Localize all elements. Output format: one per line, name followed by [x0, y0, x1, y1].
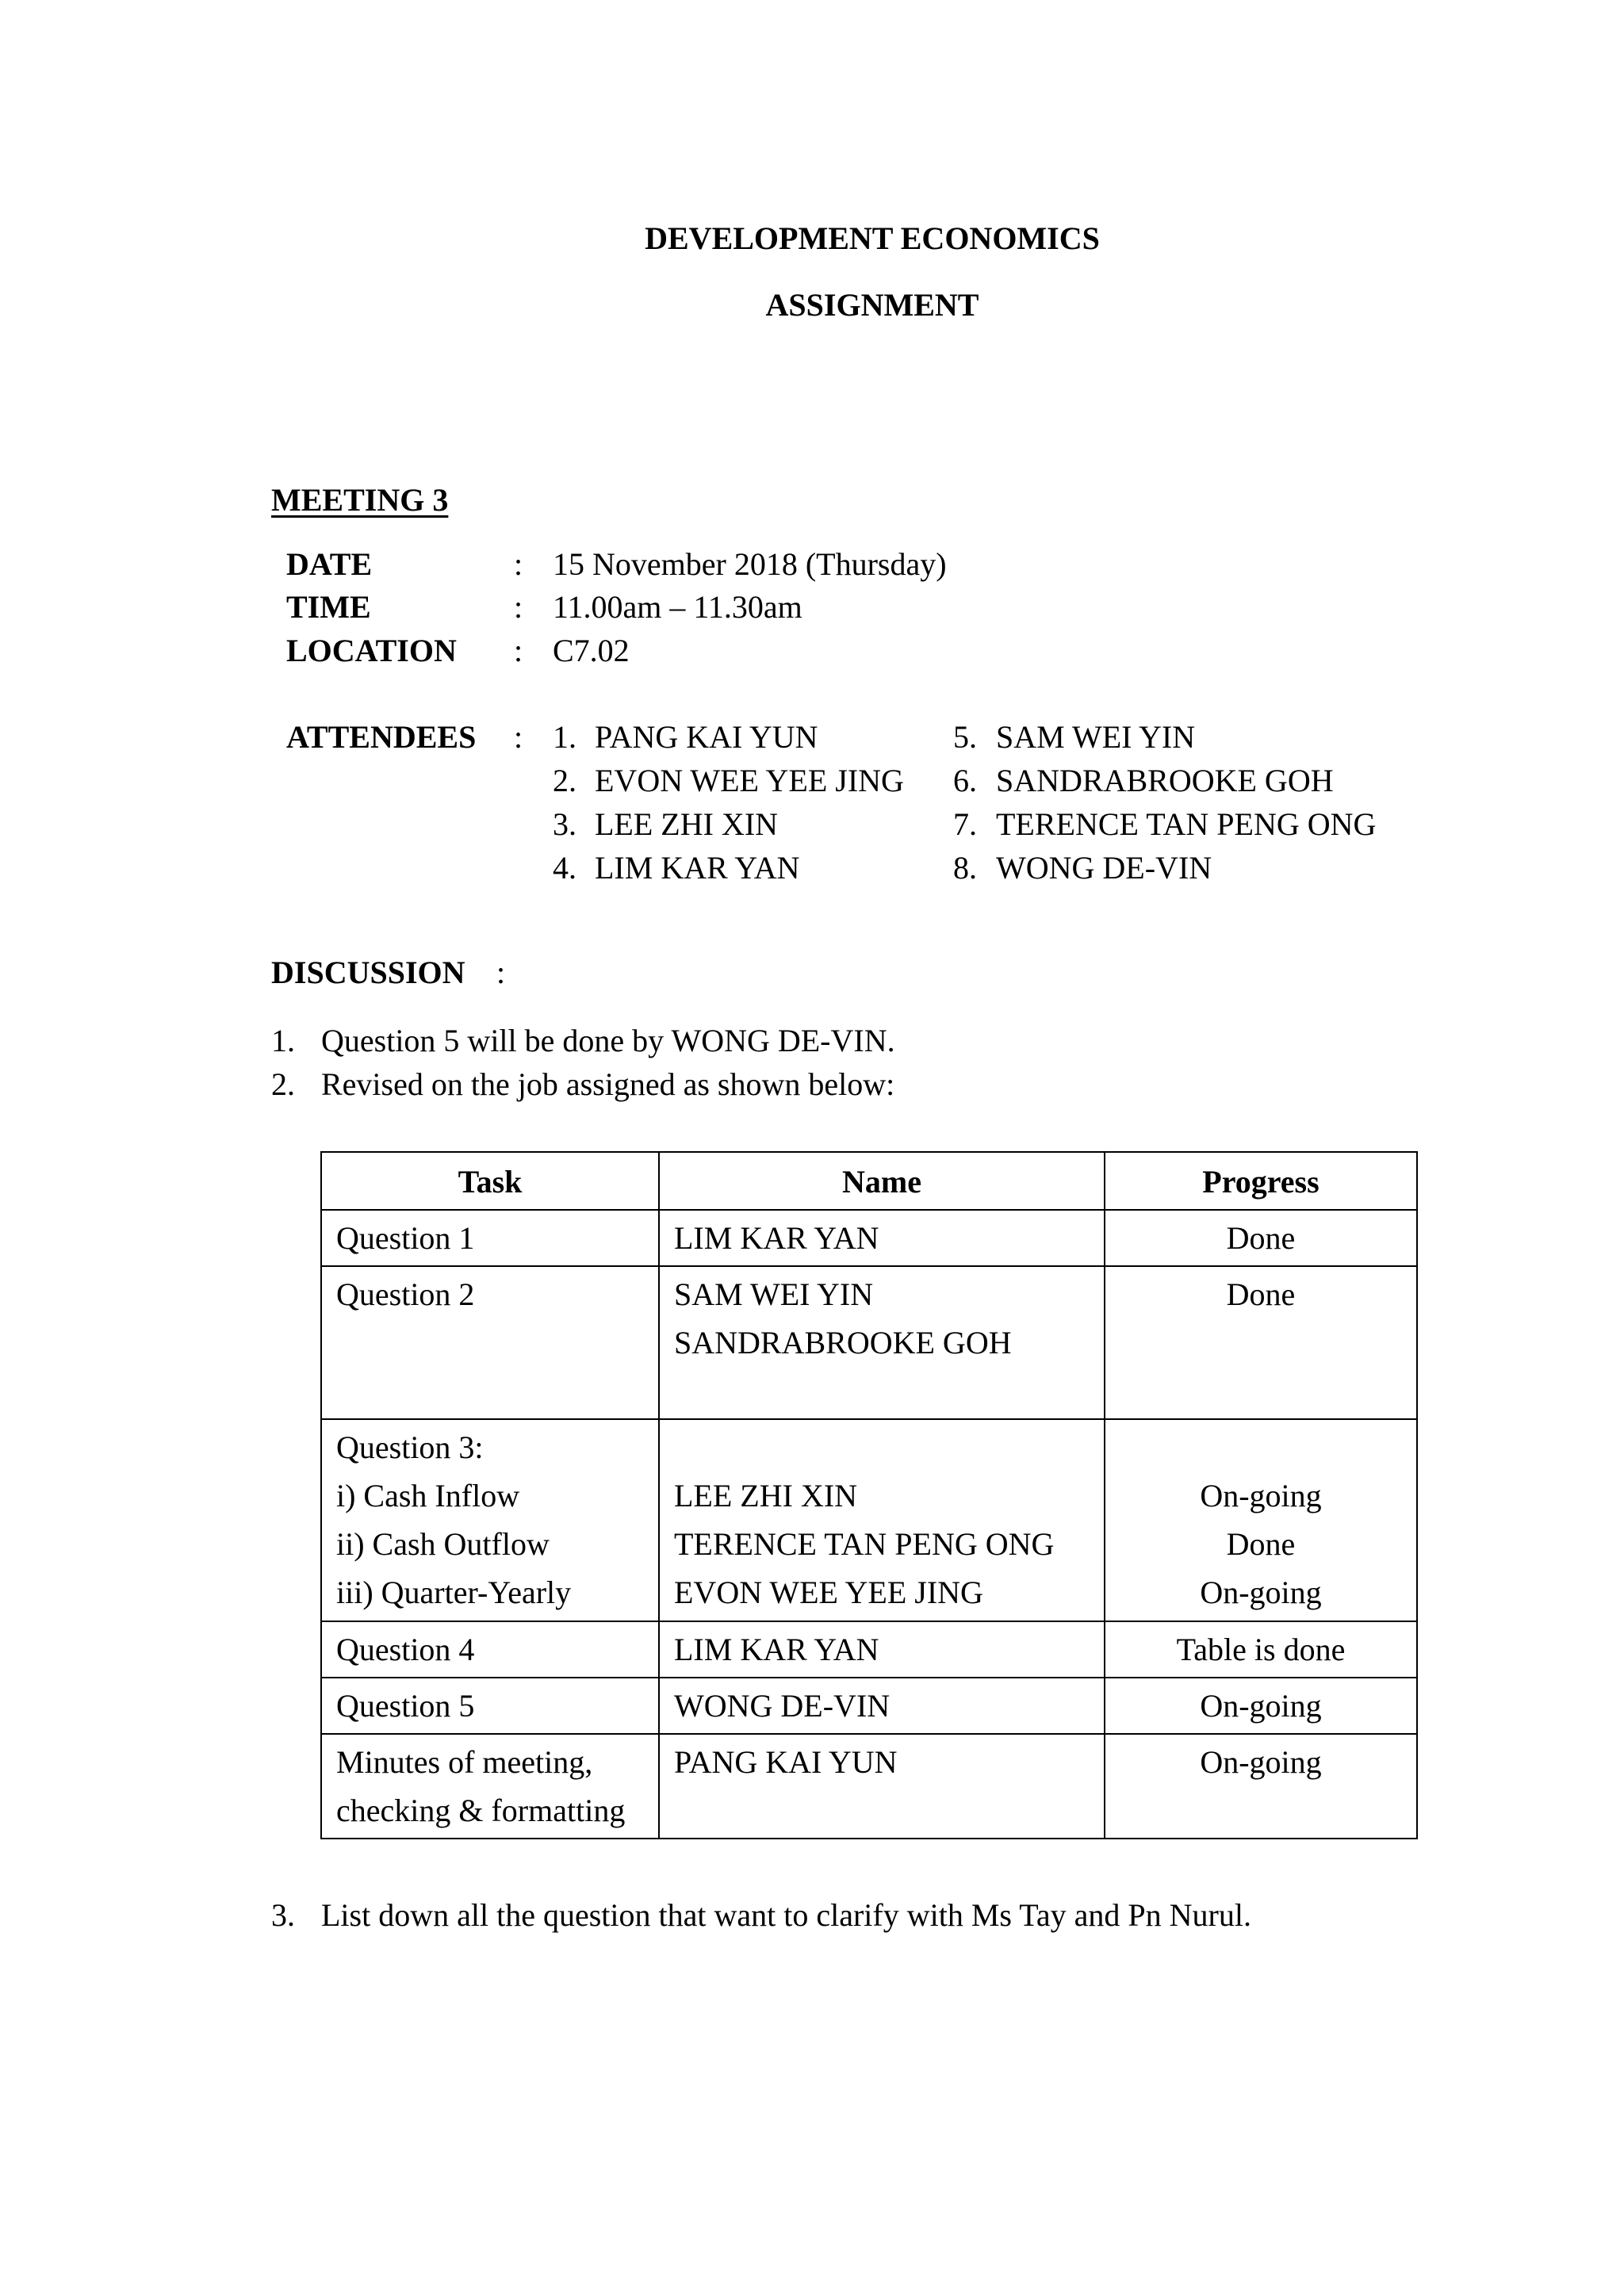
task-text: ii) Cash Outflow [336, 1526, 550, 1562]
attendee-name: SAM WEI YIN [996, 719, 1196, 755]
document-subtitle: ASSIGNMENT [765, 287, 979, 323]
attendee-name: LEE ZHI XIN [595, 806, 779, 842]
progress-cell [1105, 1678, 1417, 1734]
location-colon: : [514, 633, 523, 668]
time-label: TIME [286, 589, 371, 625]
progress-cell [1105, 1734, 1417, 1839]
date-label: DATE [286, 546, 373, 582]
discussion-item-number: 2. [271, 1066, 295, 1102]
task-text: Minutes of meeting, [336, 1744, 593, 1780]
name-cell [659, 1734, 1105, 1839]
task-cell [321, 1419, 659, 1621]
attendee-name: PANG KAI YUN [595, 719, 818, 755]
discussion-item-number: 1. [271, 1023, 295, 1058]
name-cell [659, 1266, 1105, 1419]
task-text: Question 4 [336, 1632, 475, 1667]
task-text: Question 3: [336, 1429, 484, 1465]
attendee-number: 6. [953, 763, 977, 798]
progress-cell [1105, 1266, 1417, 1419]
attendee-name: LIM KAR YAN [595, 850, 800, 886]
table-row [321, 1419, 1417, 1621]
table-row [321, 1734, 1417, 1839]
progress-cell [1105, 1210, 1417, 1266]
name-text: PANG KAI YUN [674, 1744, 898, 1780]
attendees-label: ATTENDEES [286, 719, 477, 755]
blank-line [1120, 1423, 1402, 1471]
discussion-item-number: 3. [271, 1897, 295, 1933]
column-header-name: Name [659, 1152, 1105, 1210]
attendee-name: SANDRABROOKE GOH [996, 763, 1334, 798]
table-header-row [321, 1152, 1417, 1210]
attendee-name: TERENCE TAN PENG ONG [996, 806, 1377, 842]
meeting-heading: MEETING 3 [271, 482, 449, 518]
task-cell [321, 1678, 659, 1734]
progress-cell [1105, 1621, 1417, 1678]
table-row [321, 1678, 1417, 1734]
task-text: checking & formatting [336, 1793, 626, 1828]
discussion-colon: : [496, 955, 506, 990]
task-text: i) Cash Inflow [336, 1478, 520, 1513]
name-cell [659, 1621, 1105, 1678]
progress-text: On-going [1200, 1744, 1322, 1780]
name-text: TERENCE TAN PENG ONG [674, 1526, 1055, 1562]
name-cell [659, 1210, 1105, 1266]
column-header-progress: Progress [1105, 1152, 1417, 1210]
discussion-heading: DISCUSSION [271, 955, 465, 990]
attendee-number: 3. [553, 806, 576, 842]
time-value: 11.00am – 11.30am [553, 589, 802, 625]
name-cell [659, 1678, 1105, 1734]
attendee-number: 2. [553, 763, 576, 798]
progress-text: On-going [1200, 1688, 1322, 1724]
progress-text: Done [1226, 1220, 1296, 1256]
time-colon: : [514, 589, 523, 625]
discussion-item-text: Revised on the job assigned as shown below: [321, 1066, 895, 1102]
progress-cell [1105, 1419, 1417, 1621]
name-text: EVON WEE YEE JING [674, 1575, 983, 1610]
attendee-number: 8. [953, 850, 977, 886]
name-text: LIM KAR YAN [674, 1632, 879, 1667]
task-text: Question 1 [336, 1220, 475, 1256]
task-text: Question 2 [336, 1276, 475, 1312]
attendee-number: 1. [553, 719, 576, 755]
name-text: LIM KAR YAN [674, 1220, 879, 1256]
progress-text: Done [1226, 1276, 1296, 1312]
table-row [321, 1621, 1417, 1678]
location-value: C7.02 [553, 633, 630, 668]
task-text: iii) Quarter-Yearly [336, 1575, 572, 1610]
attendees-colon: : [514, 719, 523, 755]
task-cell [321, 1734, 659, 1839]
name-text: SAM WEI YIN [674, 1276, 874, 1312]
task-text: Question 5 [336, 1688, 475, 1724]
attendee-name: EVON WEE YEE JING [595, 763, 904, 798]
task-cell [321, 1210, 659, 1266]
location-label: LOCATION [286, 633, 457, 668]
table-row [321, 1266, 1417, 1419]
name-cell [659, 1419, 1105, 1621]
progress-text: On-going [1200, 1478, 1322, 1513]
attendee-name: WONG DE-VIN [996, 850, 1212, 886]
task-cell [321, 1266, 659, 1419]
date-value: 15 November 2018 (Thursday) [553, 546, 947, 582]
attendee-number: 4. [553, 850, 576, 886]
progress-text: On-going [1200, 1575, 1322, 1610]
discussion-item-text: List down all the question that want to clarify with Ms Tay and Pn Nurul. [321, 1897, 1251, 1933]
progress-text: Table is done [1176, 1632, 1346, 1667]
task-cell [321, 1621, 659, 1678]
attendee-number: 5. [953, 719, 977, 755]
date-colon: : [514, 546, 523, 582]
progress-text: Done [1226, 1526, 1296, 1562]
name-text: SANDRABROOKE GOH [674, 1325, 1012, 1360]
column-header-task: Task [321, 1152, 659, 1210]
name-text: LEE ZHI XIN [674, 1478, 858, 1513]
blank-line [674, 1423, 1090, 1471]
name-text: WONG DE-VIN [674, 1688, 891, 1724]
discussion-item-text: Question 5 will be done by WONG DE-VIN. [321, 1023, 895, 1058]
table-row [321, 1210, 1417, 1266]
document-title: DEVELOPMENT ECONOMICS [645, 220, 1100, 256]
job-assignment-table [320, 1151, 1418, 1839]
attendee-number: 7. [953, 806, 977, 842]
